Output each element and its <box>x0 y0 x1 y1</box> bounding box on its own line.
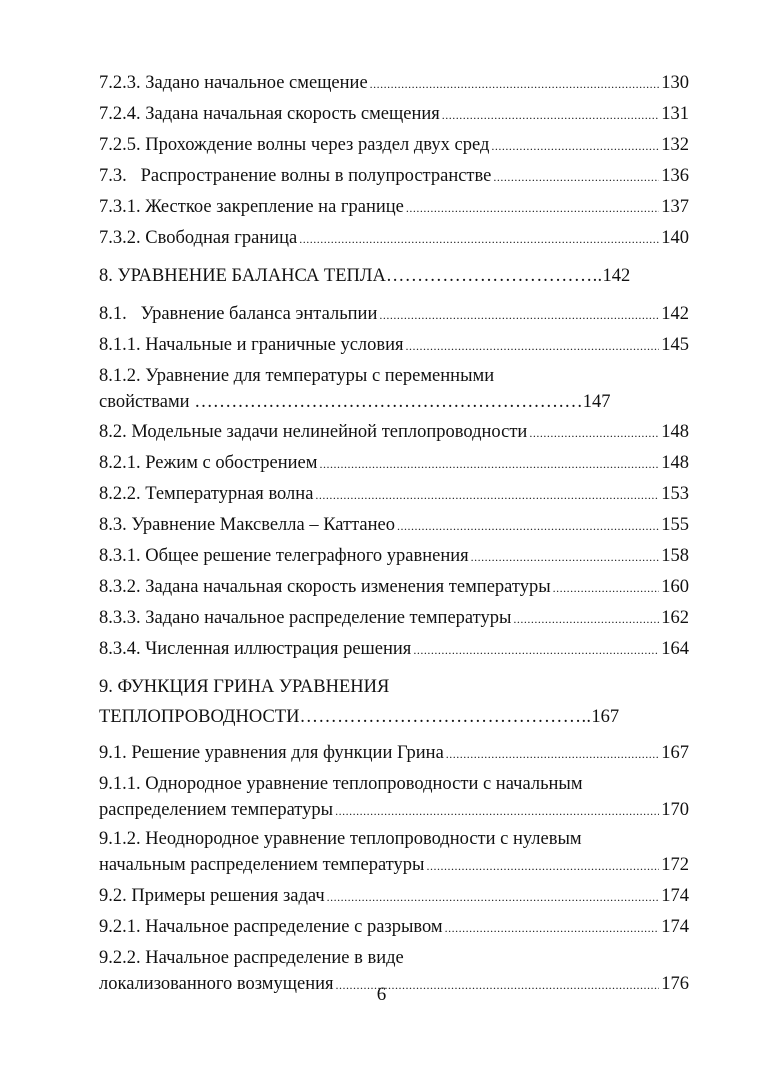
toc-entry-title: 9.2. Примеры решения задач <box>99 886 325 906</box>
page-number: 6 <box>376 984 387 1005</box>
dot-leader <box>493 162 659 192</box>
dot-leader <box>529 418 659 448</box>
toc-entry-page: 164 <box>661 639 689 659</box>
toc-entry-title: 8.3.1. Общее решение телеграфного уравнения <box>99 546 469 566</box>
dot-leader <box>491 131 659 161</box>
dot-leader <box>471 542 660 572</box>
toc-entry[interactable] <box>99 161 689 192</box>
toc-entry-page: 131 <box>661 104 689 124</box>
dot-leader <box>445 913 660 943</box>
dot-leader <box>513 604 659 634</box>
dot-leader <box>397 511 659 541</box>
toc-entry-page: 148 <box>661 453 689 473</box>
toc-entry-title: 7.2.5. Прохождение волны через раздел двух сред <box>99 135 490 155</box>
toc-entry-title: 8.3.3. Задано начальное распределение температуры <box>99 608 512 628</box>
toc-entry-title: 9.2.1. Начальное распределение с разрывом <box>99 917 443 937</box>
toc-entry-multiline[interactable] <box>99 826 689 879</box>
toc-entry-title: 7.3.2. Свободная граница <box>99 228 298 248</box>
dot-leader <box>426 853 659 879</box>
toc-entry-page: 140 <box>661 228 689 248</box>
toc-entry[interactable] <box>99 479 689 510</box>
toc-entry-page: 145 <box>661 335 689 355</box>
toc-entry-page: 172 <box>661 855 689 875</box>
toc-entry-page: 147 <box>582 392 611 412</box>
dot-leader <box>315 480 659 510</box>
toc-entry[interactable] <box>99 330 689 361</box>
toc-entry-dots: ……………………………………………………… <box>189 392 583 412</box>
toc-entry-title-line1: 8.1.2. Уравнение для температуры с переменными <box>99 366 495 386</box>
toc-entry[interactable] <box>99 541 689 572</box>
toc-entry-title-line1: 9.2.2. Начальное распределение в виде <box>99 948 404 968</box>
toc-entry-page: 137 <box>661 197 689 217</box>
toc-entry-title: 8.1.1. Начальные и граничные условия <box>99 335 404 355</box>
toc-entry-title: 7.3.1. Жесткое закрепление на границе <box>99 197 404 217</box>
toc-entry-page: 132 <box>661 135 689 155</box>
toc-entry-page: 130 <box>661 73 689 93</box>
toc-entry-page: 155 <box>661 515 689 535</box>
toc-entry-page: 136 <box>661 166 689 186</box>
toc-entry-page: 148 <box>661 422 689 442</box>
toc-entry-title-line2: распределением температуры <box>99 800 334 820</box>
toc-entry-page: 167 <box>661 743 689 763</box>
dot-leader <box>553 573 660 603</box>
toc-entry-page: 142 <box>661 304 689 324</box>
toc-entry[interactable] <box>99 130 689 161</box>
dot-leader <box>446 739 659 769</box>
chapter-title-line2: ТЕПЛОПРОВОДНОСТИ <box>99 707 300 727</box>
chapter-title: 8. УРАВНЕНИЕ БАЛАНСА ТЕПЛА <box>99 266 386 286</box>
toc-entry[interactable] <box>99 223 689 254</box>
toc-entry[interactable] <box>99 99 689 130</box>
toc-entry-page: 162 <box>661 608 689 628</box>
chapter-dots: …………………………….. <box>385 266 603 286</box>
toc-entry-title-line2: начальным распределением температуры <box>99 855 425 875</box>
dot-leader <box>327 882 660 912</box>
dot-leader <box>442 100 659 130</box>
chapter-dots: ……………………………………….. <box>299 707 592 727</box>
toc-entry-page: 174 <box>661 886 689 906</box>
dot-leader <box>335 798 659 824</box>
toc-entry-title-line1: 9.1.1. Однородное уравнение теплопроводности с начальным <box>99 774 583 794</box>
toc-entry[interactable] <box>99 634 689 665</box>
dot-leader <box>370 69 660 99</box>
toc-entry[interactable] <box>99 448 689 479</box>
toc-entry[interactable] <box>99 417 689 448</box>
toc-entry[interactable] <box>99 881 689 912</box>
toc-entry-title: 8.3.4. Численная иллюстрация решения <box>99 639 412 659</box>
toc-entry-title: 7.3. Распространение волны в полупространстве <box>99 166 492 186</box>
toc-entry-multiline[interactable] <box>99 363 689 415</box>
dot-leader <box>299 224 659 254</box>
toc-entry[interactable] <box>99 912 689 943</box>
toc-entry-title-line1: 9.1.2. Неоднородное уравнение теплопроводности с нулевым <box>99 829 582 849</box>
toc-entry[interactable] <box>99 603 689 634</box>
toc-entry-title: 8.2. Модельные задачи нелинейной теплопроводности <box>99 422 528 442</box>
toc-entry-title: 8.1. Уравнение баланса энтальпии <box>99 304 378 324</box>
chapter-heading-8[interactable] <box>99 261 689 291</box>
dot-leader <box>406 331 660 361</box>
toc-entry-page: 160 <box>661 577 689 597</box>
toc-entry-title: 8.3.2. Задана начальная скорость изменения температуры <box>99 577 551 597</box>
toc-entry-title: 8.2.1. Режим с обострением <box>99 453 318 473</box>
chapter-heading-9[interactable] <box>99 672 689 732</box>
toc-entry-page: 153 <box>661 484 689 504</box>
toc-entry-page: 174 <box>661 917 689 937</box>
toc-entry-title-line2: локализованного возмущения <box>99 974 334 994</box>
toc-entry-page: 176 <box>661 974 689 994</box>
toc-entry[interactable] <box>99 510 689 541</box>
toc-entry-title: 7.2.4. Задана начальная скорость смещения <box>99 104 440 124</box>
dot-leader <box>379 300 659 330</box>
dot-leader <box>413 635 659 665</box>
chapter-page: 142 <box>602 266 631 286</box>
toc-entry-multiline[interactable] <box>99 771 689 824</box>
toc-entry-title-line2: свойствами <box>99 392 190 412</box>
toc-entry-title: 7.2.3. Задано начальное смещение <box>99 73 368 93</box>
toc-entry[interactable] <box>99 738 689 769</box>
toc-entry[interactable] <box>99 299 689 330</box>
chapter-title-line1: 9. ФУНКЦИЯ ГРИНА УРАВНЕНИЯ <box>99 677 390 697</box>
table-of-contents <box>99 68 689 1000</box>
toc-entry[interactable] <box>99 68 689 99</box>
toc-entry[interactable] <box>99 192 689 223</box>
dot-leader <box>406 193 659 223</box>
chapter-page: 167 <box>591 707 620 727</box>
toc-entry-title: 9.1. Решение уравнения для функции Грина <box>99 743 444 763</box>
toc-entry[interactable] <box>99 572 689 603</box>
toc-entry-page: 158 <box>661 546 689 566</box>
toc-entry-title: 8.2.2. Температурная волна <box>99 484 314 504</box>
toc-entry-page: 170 <box>661 800 689 820</box>
toc-entry-title: 8.3. Уравнение Максвелла – Каттанео <box>99 515 395 535</box>
dot-leader <box>319 449 659 479</box>
